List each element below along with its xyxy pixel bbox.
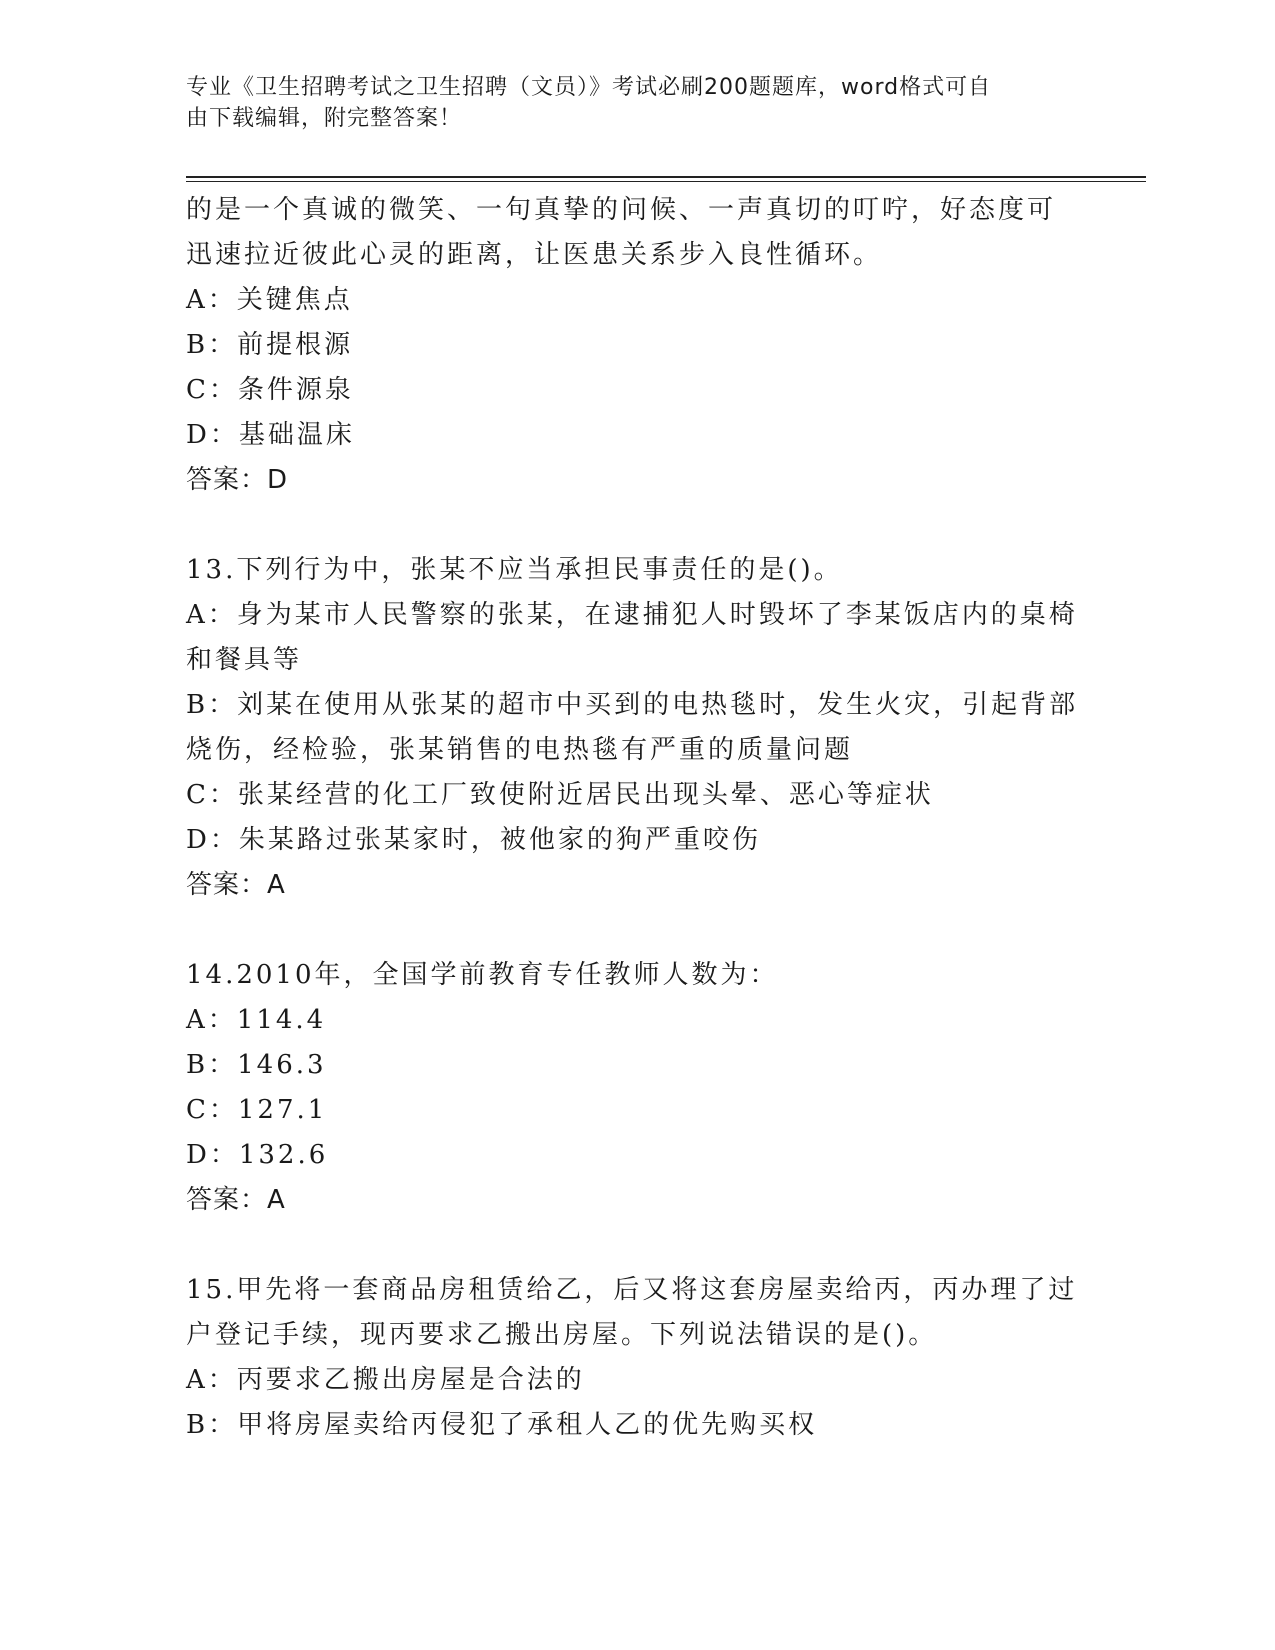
option-d: D：朱某路过张某家时，被他家的狗严重咬伤 — [186, 825, 761, 855]
header-divider-thin — [186, 181, 1146, 182]
spacer — [186, 1223, 1066, 1268]
option-b: B：146.3 — [186, 1050, 327, 1080]
option-b-continued: 烧伤，经检验，张某销售的电热毯有严重的质量问题 — [186, 735, 854, 765]
document-header — [186, 72, 1066, 134]
spacer — [186, 503, 1066, 548]
option-a: A：关键焦点 — [186, 285, 353, 315]
question-list — [186, 188, 1079, 1448]
answer-line: 答案：A — [186, 870, 286, 900]
option-d: D：132.6 — [186, 1140, 329, 1170]
option-a: A：丙要求乙搬出房屋是合法的 — [186, 1365, 585, 1395]
option-a-continued: 和餐具等 — [186, 645, 303, 675]
option-d: D：基础温床 — [186, 420, 355, 450]
option-a: A：114.4 — [186, 1005, 327, 1035]
question-stem: 13.下列行为中，张某不应当承担民事责任的是()。 — [186, 555, 843, 585]
header-line-1: 专业《卫生招聘考试之卫生招聘（文员）》考试必刷200题题库，word格式可自 — [186, 75, 992, 100]
question-stem: 15.甲先将一套商品房租赁给乙，后又将这套房屋卖给丙，丙办理了过 — [186, 1275, 1078, 1305]
option-c: C：张某经营的化工厂致使附近居民出现头晕、恶心等症状 — [186, 780, 934, 810]
spacer — [186, 908, 1066, 953]
question-15 — [186, 1268, 1078, 1448]
option-b: B：前提根源 — [186, 330, 354, 360]
question-stem: 14.2010年，全国学前教育专任教师人数为： — [186, 960, 779, 990]
option-c: C：127.1 — [186, 1095, 328, 1125]
header-line-2: 由下载编辑，附完整答案！ — [186, 106, 463, 131]
option-c: C：条件源泉 — [186, 375, 354, 405]
option-a: A：身为某市人民警察的张某，在逮捕犯人时毁坏了李某饭店内的桌椅 — [186, 600, 1078, 630]
question-text-line: 迅速拉近彼此心灵的距离，让医患关系步入良性循环。 — [186, 240, 883, 270]
question-12-continued — [186, 188, 1066, 503]
option-b: B：刘某在使用从张某的超市中买到的电热毯时，发生火灾，引起背部 — [186, 690, 1079, 720]
option-b: B：甲将房屋卖给丙侵犯了承租人乙的优先购买权 — [186, 1410, 818, 1440]
header-divider-thick — [186, 176, 1146, 178]
question-stem-continued: 户登记手续，现丙要求乙搬出房屋。下列说法错误的是()。 — [186, 1320, 938, 1350]
question-14 — [186, 953, 1066, 1223]
answer-line: 答案：A — [186, 1185, 286, 1215]
question-text-line: 的是一个真诚的微笑、一句真挚的问候、一声真切的叮咛，好态度可 — [186, 195, 1057, 225]
question-13 — [186, 548, 1079, 908]
answer-line: 答案：D — [186, 465, 289, 495]
